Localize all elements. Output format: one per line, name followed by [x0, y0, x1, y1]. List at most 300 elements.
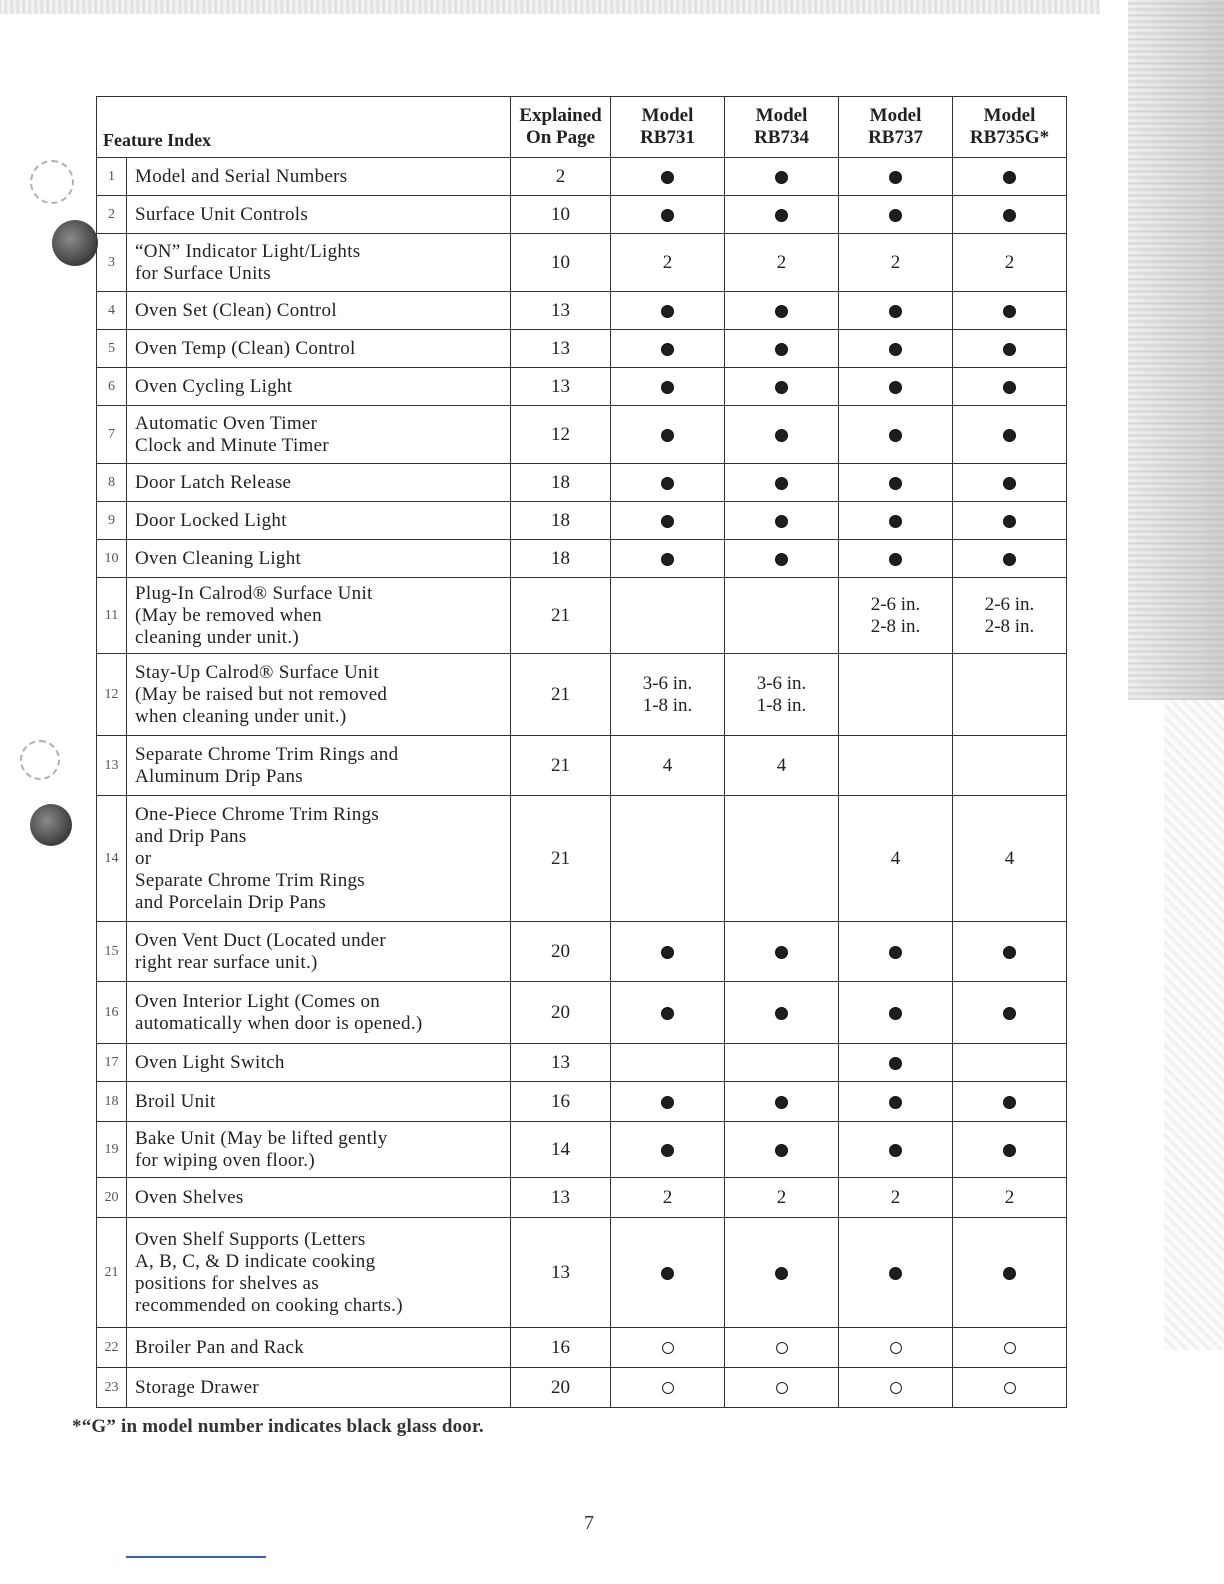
- filled-dot-icon: [889, 1267, 902, 1280]
- model-cell: [839, 330, 953, 368]
- model-number: RB731: [640, 127, 695, 148]
- filled-dot-icon: [1003, 429, 1016, 442]
- feature-label: [127, 196, 511, 234]
- feature-label-line: Separate Chrome Trim Rings: [135, 869, 365, 891]
- model-header-rb737: [839, 97, 953, 158]
- model-word: Model: [983, 105, 1036, 126]
- filled-dot-icon: [889, 1007, 902, 1020]
- feature-label-line: Automatic Oven Timer: [135, 412, 318, 434]
- model-cell: [725, 1082, 839, 1122]
- feature-label: [127, 982, 511, 1044]
- feature-label-line: positions for shelves as: [135, 1272, 319, 1294]
- model-cell: [611, 982, 725, 1044]
- feature-label-line: Stay-Up Calrod® Surface Unit: [135, 661, 379, 683]
- filled-dot-icon: [889, 343, 902, 356]
- explained-page-number: 20: [511, 982, 611, 1044]
- feature-label-line: Door Locked Light: [135, 509, 287, 531]
- model-cell: [725, 540, 839, 578]
- table-row: [97, 406, 1067, 464]
- feature-label-line: and Drip Pans: [135, 825, 247, 847]
- model-cell: [953, 1218, 1067, 1328]
- model-cell: [953, 578, 1067, 654]
- filled-dot-icon: [1003, 305, 1016, 318]
- model-cell: [725, 982, 839, 1044]
- filled-dot-icon: [889, 1096, 902, 1109]
- explained-page-number: 18: [511, 464, 611, 502]
- table-row: [97, 736, 1067, 796]
- filled-dot-icon: [661, 1096, 674, 1109]
- table-row: [97, 982, 1067, 1044]
- filled-dot-icon: [661, 429, 674, 442]
- model-cell: [725, 1368, 839, 1408]
- model-cell: [725, 158, 839, 196]
- model-header-rb735g: [953, 97, 1067, 158]
- row-number: 3: [97, 234, 127, 292]
- filled-dot-icon: [775, 1096, 788, 1109]
- model-cell: [611, 736, 725, 796]
- model-cell: [953, 1122, 1067, 1178]
- table-row: [97, 654, 1067, 736]
- model-cell: [953, 796, 1067, 922]
- table-row: [97, 540, 1067, 578]
- row-number: 12: [97, 654, 127, 736]
- explained-page-number: 13: [511, 292, 611, 330]
- feature-label-line: Separate Chrome Trim Rings and: [135, 743, 399, 765]
- table-row: [97, 1178, 1067, 1218]
- model-cell: [611, 1122, 725, 1178]
- table-row: [97, 464, 1067, 502]
- filled-dot-icon: [889, 515, 902, 528]
- model-cell: [725, 1122, 839, 1178]
- cell-text: 3-6 in.: [642, 672, 693, 694]
- feature-label-line: Door Latch Release: [135, 471, 292, 493]
- filled-dot-icon: [661, 477, 674, 490]
- feature-label-line: for Surface Units: [135, 262, 271, 284]
- model-cell: [611, 406, 725, 464]
- model-cell: [953, 540, 1067, 578]
- filled-dot-icon: [889, 553, 902, 566]
- model-word: Model: [641, 105, 694, 126]
- row-number: 8: [97, 464, 127, 502]
- model-cell: [953, 406, 1067, 464]
- filled-dot-icon: [661, 381, 674, 394]
- filled-dot-icon: [661, 946, 674, 959]
- table-body: [97, 158, 1067, 1408]
- feature-label-line: A, B, C, & D indicate cooking: [135, 1250, 376, 1272]
- row-number: 22: [97, 1328, 127, 1368]
- feature-label-line: and Porcelain Drip Pans: [135, 891, 327, 913]
- model-header-rb734: [725, 97, 839, 158]
- explained-page-number: 13: [511, 330, 611, 368]
- filled-dot-icon: [775, 305, 788, 318]
- model-cell: [611, 234, 725, 292]
- row-number: 23: [97, 1368, 127, 1408]
- cell-text: 2: [1004, 251, 1015, 273]
- model-cell: [953, 464, 1067, 502]
- filled-dot-icon: [1003, 1267, 1016, 1280]
- model-number: RB735G*: [969, 127, 1050, 148]
- cell-text: 4: [662, 754, 673, 776]
- open-circle-icon: [662, 1382, 674, 1394]
- row-number: 1: [97, 158, 127, 196]
- model-cell: [953, 292, 1067, 330]
- feature-label: [127, 502, 511, 540]
- model-word: Model: [755, 105, 808, 126]
- filled-dot-icon: [661, 1007, 674, 1020]
- feature-label-line: Oven Light Switch: [135, 1051, 285, 1073]
- filled-dot-icon: [1003, 1007, 1016, 1020]
- feature-label: [127, 368, 511, 406]
- feature-label-line: Model and Serial Numbers: [135, 165, 348, 187]
- row-number: 6: [97, 368, 127, 406]
- feature-label: [127, 464, 511, 502]
- filled-dot-icon: [889, 946, 902, 959]
- model-cell: [611, 922, 725, 982]
- model-cell: [725, 578, 839, 654]
- filled-dot-icon: [1003, 1096, 1016, 1109]
- explained-page-number: 2: [511, 158, 611, 196]
- row-number: 10: [97, 540, 127, 578]
- row-number: 19: [97, 1122, 127, 1178]
- model-cell: [839, 368, 953, 406]
- filled-dot-icon: [775, 343, 788, 356]
- filled-dot-icon: [1003, 477, 1016, 490]
- feature-label: [127, 158, 511, 196]
- model-cell: [953, 330, 1067, 368]
- row-number: 13: [97, 736, 127, 796]
- explained-line-2: On Page: [525, 127, 596, 148]
- table-row: [97, 158, 1067, 196]
- model-cell: [839, 654, 953, 736]
- cell-text: 4: [1004, 847, 1015, 869]
- filled-dot-icon: [775, 477, 788, 490]
- filled-dot-icon: [661, 343, 674, 356]
- filled-dot-icon: [1003, 171, 1016, 184]
- model-cell: [725, 796, 839, 922]
- filled-dot-icon: [889, 477, 902, 490]
- table-row: [97, 234, 1067, 292]
- explained-page-number: 16: [511, 1082, 611, 1122]
- binder-ring-mark: [20, 740, 60, 780]
- feature-label-line: “ON” Indicator Light/Lights: [135, 240, 361, 262]
- model-cell: [839, 578, 953, 654]
- cell-text: 4: [890, 847, 901, 869]
- filled-dot-icon: [775, 209, 788, 222]
- model-cell: [611, 330, 725, 368]
- model-cell: [839, 1044, 953, 1082]
- model-cell: [839, 234, 953, 292]
- model-cell: [839, 406, 953, 464]
- filled-dot-icon: [661, 305, 674, 318]
- filled-dot-icon: [661, 171, 674, 184]
- punch-hole: [52, 220, 98, 266]
- binder-ring-mark: [30, 160, 74, 204]
- model-cell: [953, 982, 1067, 1044]
- footnote: *“G” in model number indicates black glass door.: [72, 1416, 484, 1437]
- feature-label-line: Broiler Pan and Rack: [135, 1336, 305, 1358]
- feature-label: [127, 922, 511, 982]
- explained-page-number: 13: [511, 1218, 611, 1328]
- filled-dot-icon: [1003, 515, 1016, 528]
- table-row: [97, 368, 1067, 406]
- filled-dot-icon: [661, 1144, 674, 1157]
- model-cell: [725, 292, 839, 330]
- model-cell: [611, 1082, 725, 1122]
- feature-label: [127, 292, 511, 330]
- explained-page-number: 14: [511, 1122, 611, 1178]
- table-row: [97, 1328, 1067, 1368]
- model-cell: [839, 922, 953, 982]
- explained-page-number: 13: [511, 1044, 611, 1082]
- feature-label: [127, 330, 511, 368]
- feature-label-line: Oven Temp (Clean) Control: [135, 337, 356, 359]
- feature-label: [127, 1218, 511, 1328]
- model-cell: [839, 796, 953, 922]
- model-number: RB737: [868, 127, 923, 148]
- model-cell: [839, 1178, 953, 1218]
- filled-dot-icon: [661, 515, 674, 528]
- model-cell: [839, 1328, 953, 1368]
- explained-page-number: 18: [511, 540, 611, 578]
- feature-label-line: Oven Set (Clean) Control: [135, 299, 337, 321]
- explained-line-1: Explained: [519, 105, 602, 126]
- feature-label: [127, 234, 511, 292]
- row-number: 20: [97, 1178, 127, 1218]
- model-cell: [953, 368, 1067, 406]
- explained-page-number: 20: [511, 922, 611, 982]
- model-cell: [725, 1044, 839, 1082]
- scan-right-edge-lower: [1164, 700, 1224, 1350]
- feature-label: [127, 1368, 511, 1408]
- filled-dot-icon: [1003, 946, 1016, 959]
- model-cell: [953, 502, 1067, 540]
- feature-label-line: Clock and Minute Timer: [135, 434, 329, 456]
- feature-label: [127, 1044, 511, 1082]
- model-cell: [953, 1328, 1067, 1368]
- table-row: [97, 196, 1067, 234]
- feature-label-line: Oven Shelf Supports (Letters: [135, 1228, 366, 1250]
- model-cell: [611, 540, 725, 578]
- cell-text: 2-8 in.: [984, 615, 1035, 637]
- feature-label: [127, 406, 511, 464]
- feature-label-line: cleaning under unit.): [135, 626, 300, 648]
- row-number: 21: [97, 1218, 127, 1328]
- cell-text: 3-6 in.: [756, 672, 807, 694]
- model-cell: [839, 464, 953, 502]
- feature-label-line: right rear surface unit.): [135, 951, 318, 973]
- model-cell: [953, 1368, 1067, 1408]
- cell-text: 2: [1004, 1186, 1015, 1208]
- model-cell: [839, 158, 953, 196]
- table-row: [97, 330, 1067, 368]
- model-cell: [839, 1218, 953, 1328]
- explained-page-number: 10: [511, 234, 611, 292]
- explained-page-number: 21: [511, 654, 611, 736]
- model-cell: [725, 1328, 839, 1368]
- feature-label: [127, 1082, 511, 1122]
- scan-right-edge: [1128, 0, 1224, 700]
- open-circle-icon: [890, 1342, 902, 1354]
- model-cell: [611, 368, 725, 406]
- cell-text: 1-8 in.: [756, 694, 807, 716]
- explained-page-number: 21: [511, 736, 611, 796]
- explained-page-number: 20: [511, 1368, 611, 1408]
- cell-text: 2: [890, 1186, 901, 1208]
- model-cell: [953, 1044, 1067, 1082]
- row-number: 17: [97, 1044, 127, 1082]
- model-header-rb731: [611, 97, 725, 158]
- cell-text: 2-6 in.: [984, 593, 1035, 615]
- filled-dot-icon: [889, 429, 902, 442]
- cell-text: 2: [662, 1186, 673, 1208]
- feature-label: [127, 540, 511, 578]
- feature-label: [127, 736, 511, 796]
- filled-dot-icon: [1003, 1144, 1016, 1157]
- row-number: 5: [97, 330, 127, 368]
- open-circle-icon: [1004, 1342, 1016, 1354]
- model-cell: [611, 158, 725, 196]
- cell-text: 2: [776, 1186, 787, 1208]
- model-cell: [953, 654, 1067, 736]
- open-circle-icon: [776, 1382, 788, 1394]
- row-number: 4: [97, 292, 127, 330]
- filled-dot-icon: [889, 1144, 902, 1157]
- filled-dot-icon: [775, 429, 788, 442]
- feature-label: [127, 796, 511, 922]
- open-circle-icon: [662, 1342, 674, 1354]
- feature-label-line: Broil Unit: [135, 1090, 216, 1112]
- table-row: [97, 502, 1067, 540]
- feature-label-line: Plug-In Calrod® Surface Unit: [135, 582, 373, 604]
- model-cell: [725, 922, 839, 982]
- model-cell: [839, 1082, 953, 1122]
- model-cell: [839, 540, 953, 578]
- model-cell: [725, 654, 839, 736]
- cell-text: 1-8 in.: [642, 694, 693, 716]
- model-cell: [953, 196, 1067, 234]
- feature-index-table: [96, 96, 1067, 1408]
- model-cell: [611, 1044, 725, 1082]
- open-circle-icon: [776, 1342, 788, 1354]
- scan-bottom-mark: [126, 1556, 266, 1558]
- model-cell: [725, 406, 839, 464]
- model-cell: [725, 736, 839, 796]
- cell-text: 2-6 in.: [870, 593, 921, 615]
- feature-label-line: Surface Unit Controls: [135, 203, 309, 225]
- model-cell: [611, 196, 725, 234]
- filled-dot-icon: [889, 1057, 902, 1070]
- feature-index-header: Feature Index: [97, 97, 511, 158]
- feature-label: [127, 654, 511, 736]
- model-cell: [725, 1218, 839, 1328]
- feature-label-line: for wiping oven floor.): [135, 1149, 315, 1171]
- feature-label: [127, 1178, 511, 1218]
- feature-label-line: (May be raised but not removed: [135, 683, 388, 705]
- model-word: Model: [869, 105, 922, 126]
- feature-label-line: Oven Cycling Light: [135, 375, 293, 397]
- table-row: [97, 1044, 1067, 1082]
- filled-dot-icon: [775, 1267, 788, 1280]
- model-cell: [611, 654, 725, 736]
- filled-dot-icon: [775, 1007, 788, 1020]
- explained-page-number: 16: [511, 1328, 611, 1368]
- explained-on-page-header: [511, 97, 611, 158]
- model-cell: [611, 1368, 725, 1408]
- filled-dot-icon: [1003, 553, 1016, 566]
- table-row: [97, 292, 1067, 330]
- filled-dot-icon: [775, 1144, 788, 1157]
- page-number: 7: [584, 1512, 594, 1534]
- model-cell: [839, 736, 953, 796]
- model-cell: [839, 502, 953, 540]
- explained-page-number: 10: [511, 196, 611, 234]
- table-row: [97, 1218, 1067, 1328]
- filled-dot-icon: [1003, 381, 1016, 394]
- model-cell: [611, 578, 725, 654]
- model-cell: [611, 1178, 725, 1218]
- cell-text: 4: [776, 754, 787, 776]
- feature-label-line: Oven Cleaning Light: [135, 547, 302, 569]
- filled-dot-icon: [661, 553, 674, 566]
- table-row: [97, 1368, 1067, 1408]
- open-circle-icon: [890, 1382, 902, 1394]
- model-cell: [611, 1218, 725, 1328]
- scan-top-edge: [0, 0, 1100, 14]
- table-row: [97, 1082, 1067, 1122]
- feature-label-line: automatically when door is opened.): [135, 1012, 423, 1034]
- explained-page-number: 13: [511, 368, 611, 406]
- row-number: 14: [97, 796, 127, 922]
- model-cell: [953, 234, 1067, 292]
- model-cell: [725, 1178, 839, 1218]
- filled-dot-icon: [661, 209, 674, 222]
- explained-page-number: 13: [511, 1178, 611, 1218]
- feature-label-line: (May be removed when: [135, 604, 322, 626]
- row-number: 7: [97, 406, 127, 464]
- filled-dot-icon: [661, 1267, 674, 1280]
- feature-label-line: Oven Interior Light (Comes on: [135, 990, 381, 1012]
- model-cell: [953, 922, 1067, 982]
- filled-dot-icon: [775, 553, 788, 566]
- model-cell: [725, 234, 839, 292]
- feature-label-line: when cleaning under unit.): [135, 705, 347, 727]
- table-row: [97, 922, 1067, 982]
- row-number: 16: [97, 982, 127, 1044]
- feature-label-line: recommended on cooking charts.): [135, 1294, 403, 1316]
- filled-dot-icon: [889, 381, 902, 394]
- feature-label: [127, 1122, 511, 1178]
- row-number: 11: [97, 578, 127, 654]
- model-cell: [953, 158, 1067, 196]
- model-cell: [725, 368, 839, 406]
- feature-label-line: Oven Shelves: [135, 1186, 244, 1208]
- cell-text: 2: [776, 251, 787, 273]
- explained-page-number: 21: [511, 578, 611, 654]
- filled-dot-icon: [889, 209, 902, 222]
- feature-label: [127, 1328, 511, 1368]
- cell-text: 2: [890, 251, 901, 273]
- feature-label-line: Oven Vent Duct (Located under: [135, 929, 387, 951]
- model-cell: [725, 196, 839, 234]
- model-cell: [611, 1328, 725, 1368]
- table-row: [97, 796, 1067, 922]
- explained-page-number: 18: [511, 502, 611, 540]
- filled-dot-icon: [775, 381, 788, 394]
- feature-label: [127, 578, 511, 654]
- filled-dot-icon: [775, 171, 788, 184]
- row-number: 2: [97, 196, 127, 234]
- model-cell: [611, 502, 725, 540]
